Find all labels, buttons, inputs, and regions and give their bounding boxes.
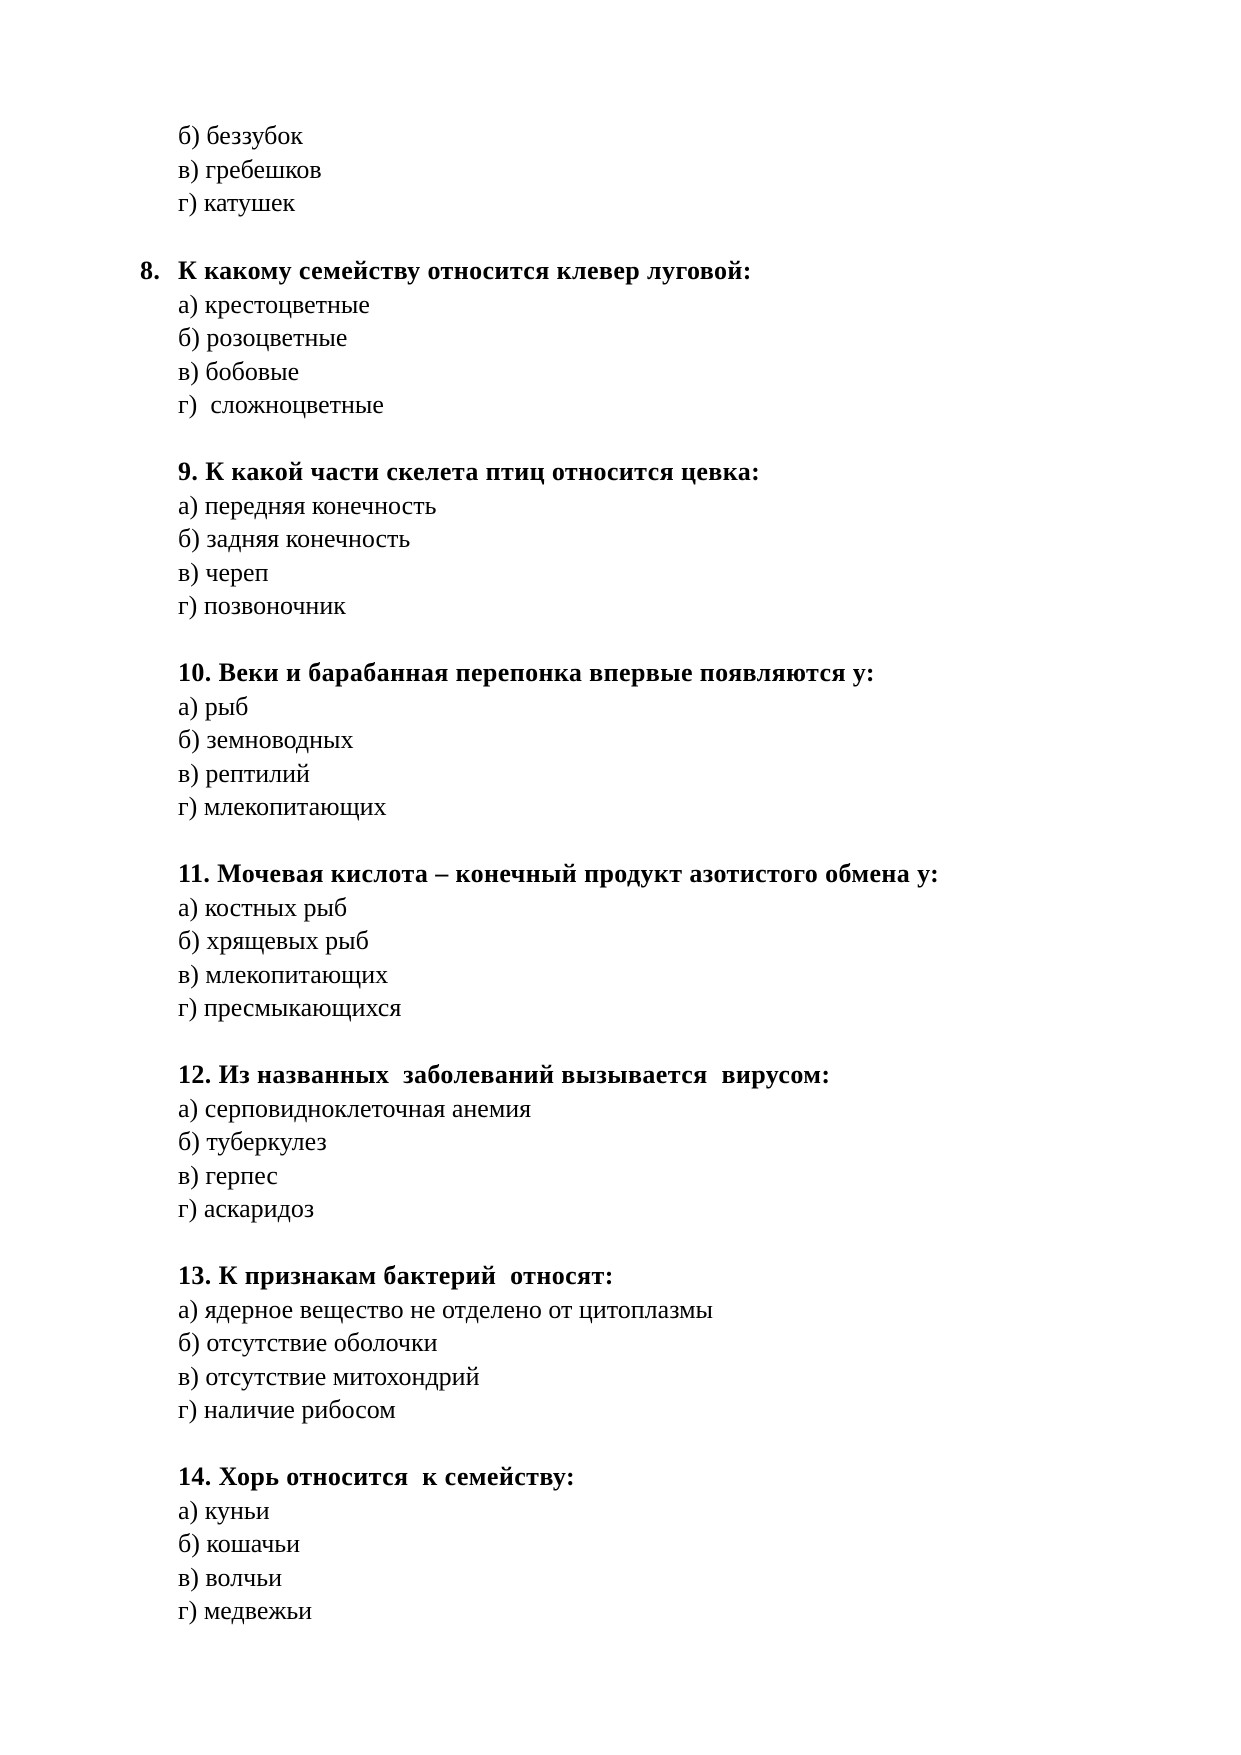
question-title: 14. Хорь относится к семейству: xyxy=(178,1462,575,1491)
option-item: г) наличие рибосом xyxy=(178,1395,396,1425)
option-item: а) рыб xyxy=(178,691,249,721)
option-item: в) гребешков xyxy=(178,154,322,184)
question-13 xyxy=(178,1259,713,1427)
question-title: 11. Мочевая кислота – конечный продукт азотистого обмена у: xyxy=(178,859,940,888)
option-item: г) медвежьи xyxy=(178,1596,313,1626)
option-item: б) земноводных xyxy=(178,725,354,755)
option-item: г) аскаридоз xyxy=(178,1194,315,1224)
question-text: К какому семейству относится клевер луговой: xyxy=(178,256,752,285)
option-item: б) беззубок xyxy=(178,121,303,150)
option-item: б) задняя конечность xyxy=(178,524,411,554)
question-title: 9. К какой части скелета птиц относится цевка: xyxy=(178,457,761,486)
question-8 xyxy=(140,254,790,422)
option-item: г) позвоночник xyxy=(178,591,346,621)
question-number: 8. xyxy=(140,256,161,285)
option-item: г) пресмыкающихся xyxy=(178,993,402,1023)
option-item: г) катушек xyxy=(178,188,296,218)
option-item: в) череп xyxy=(178,557,269,587)
option-item: в) герпес xyxy=(178,1160,278,1190)
question-9 xyxy=(178,455,760,623)
option-item: в) отсутствие митохондрий xyxy=(178,1361,480,1391)
option-item: б) хрящевых рыб xyxy=(178,926,369,956)
option-item: б) туберкулез xyxy=(178,1127,327,1157)
option-item: г) млекопитающих xyxy=(178,792,387,822)
option-item: а) куньи xyxy=(178,1495,270,1525)
question-10 xyxy=(178,656,875,824)
question-14 xyxy=(178,1460,575,1628)
option-item: б) розоцветные xyxy=(178,323,348,353)
option-item: б) отсутствие оболочки xyxy=(178,1328,438,1358)
question-title: 10. Веки и барабанная перепонка впервые появляются у: xyxy=(178,658,875,687)
question-12 xyxy=(178,1058,830,1226)
option-item: в) рептилий xyxy=(178,758,310,788)
option-item: в) волчьи xyxy=(178,1562,283,1592)
option-item: в) бобовые xyxy=(178,356,300,386)
continuation-options xyxy=(178,119,322,220)
option-item: а) ядерное вещество не отделено от цитоплазмы xyxy=(178,1294,714,1324)
option-item: а) костных рыб xyxy=(178,892,348,922)
question-title: 12. Из названных заболеваний вызывается вирусом: xyxy=(178,1060,831,1089)
option-item: а) крестоцветные xyxy=(178,289,370,319)
option-item: а) передняя конечность xyxy=(178,490,437,520)
question-title: 13. К признакам бактерий относят: xyxy=(178,1261,614,1290)
option-item: б) кошачьи xyxy=(178,1529,301,1559)
option-item: в) млекопитающих xyxy=(178,959,389,989)
question-11 xyxy=(178,857,939,1025)
question-title xyxy=(140,254,752,288)
option-item: г) сложноцветные xyxy=(178,390,384,420)
option-item: а) серповидноклеточная анемия xyxy=(178,1093,532,1123)
